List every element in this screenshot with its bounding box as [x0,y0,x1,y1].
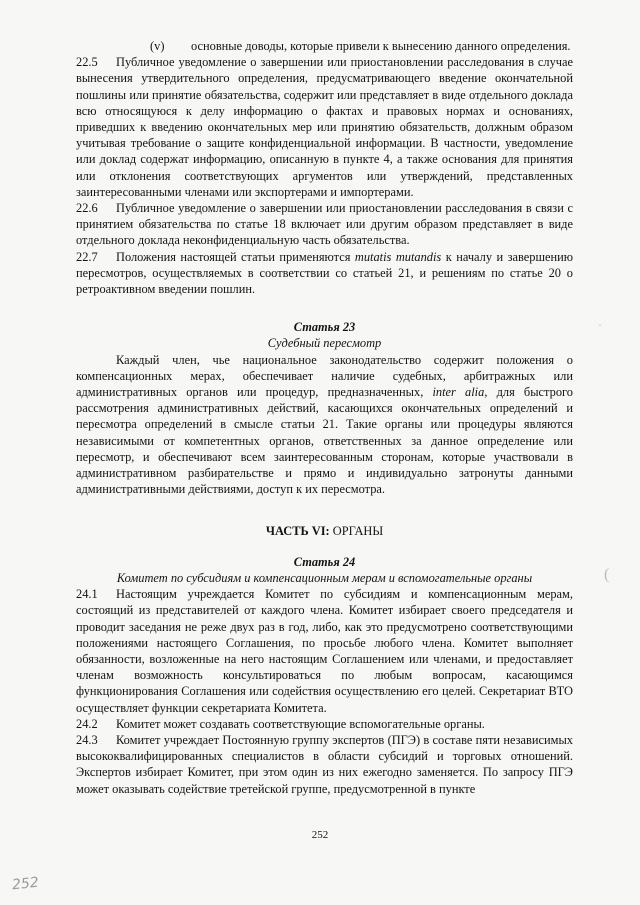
paragraph-number: 22.6 [76,201,98,216]
part-heading [76,523,573,539]
part-label: ЧАСТЬ VI: [265,524,330,539]
paragraph-text-cont: к началу и завершению пересмотров, осуществляемых в соответствии со статьей 21, и решениям по статье 20 о ретроактивном введении пошлин. [76,249,574,297]
list-marker: (v) [150,39,165,53]
paragraph-24-1 [76,586,573,716]
paragraph-24-3 [76,732,573,797]
article-23-subtitle: Судебный пересмотр [267,336,382,351]
article-24-title: Статья 24 [293,554,356,569]
paragraph-text: Публичное уведомление о завершении или приостановлении расследования в связи с принятием обязательства по статье 18 включает или другим образом представляет в виде отдельного доклада неконфиденциальную часть обязательства. [76,201,573,248]
paragraph-number: 24.3 [76,732,98,747]
list-item-text: основные доводы, которые привели к вынесению данного определения. [191,39,571,53]
scan-speck: · [598,318,602,332]
page-number: 252 [311,829,329,841]
paragraph-number: 22.5 [76,55,98,70]
article-23-title: Статья 23 [293,320,356,335]
paragraph-number: 24.1 [76,587,98,602]
paragraph-22-6 [76,200,573,249]
document-page [76,38,573,797]
part-name: ОРГАНЫ [329,524,384,539]
paragraph-22-7 [76,249,573,298]
paragraph-text: Положения настоящей статьи применяются [116,249,355,264]
scan-mark: ( [604,566,610,583]
article-23-body [76,352,573,498]
article-23-text-cont: , для быстрого рассмотрения административных действий, касающихся окончательных определений и пересмотра определений в смысле статьи 21. Такие органы или процедуры являются независимыми от компетентных органов, ответственных за данное определение или пересмотр, и обеспечивают всем заинтересованным сторонам, которые участвовали в административном разбирательстве и прямо и индивидуально затронуты данными административными действиями, доступ к их пересмотра. [76,385,573,497]
handwritten-page-mark: 252 [11,874,40,894]
latin-term: mutatis mutandis [354,249,442,264]
paragraph-number: 22.7 [76,249,98,264]
paragraph-22-5 [76,54,573,200]
paragraph-text: Комитет учреждает Постоянную группу экспертов (ПГЭ) в составе пяти независимых высококвалифицированных специалистов в области субсидий и торговых отношений. Экспертов избирает Комитет, при этом один из них ежегодно заменяется. По запросу ПГЭ может оказывать содействие третейской группе, предусмотренной в пункте [76,732,573,796]
paragraph-text: Публичное уведомление о завершении или приостановлении расследования в случае вынесения утвердительного определения, предусматривающего введение окончательной пошлины или принятие обязательства, содержит или представляет в виде отдельного доклада всю относящуюся к делу информацию о фактах и правовых нормах и основаниях, приведших к введению окончательных мер или принятию обязательств, должным образом учитывая требование о защите конфиденциальной информации. В частности, уведомление или доклад содержат информацию, описанную в пункте 4, а также основания для принятия или отклонения соответствующих аргументов или утверждений, представленных заинтересованными членами или экспортерами и импортерами. [76,55,573,199]
article-23-text: Каждый член, чье национальное законодательство содержит положения о компенсационных мерах, обеспечивает наличие судебных, арбитражных или административных органов или процедур, предназначенных, [76,352,573,400]
paragraph-24-2 [76,716,573,732]
paragraph-text: Настоящим учреждается Комитет по субсидиям и компенсационным мерам, состоящий из представителей от каждого члена. Комитет избирает своего председателя и проводит заседания не реже двух раз в год, либо, как это предусмотрено соответствующими положениями настоящего Соглашения, по просьбе любого члена. Комитет выполняет обязанности, возложенные на него настоящим Соглашением или членами, и предоставляет членам возможность консультироваться по любым вопросам, касающимся функционирования Соглашения или содействия осуществлению его целей. Секретариат ВТО осуществляет функции секретариата Комитета. [76,587,573,715]
latin-term: inter alia [432,385,485,400]
article-24-subtitle: Комитет по субсидиям и компенсационным мерам и вспомогательные органы [116,570,533,585]
paragraph-text: Комитет может создавать соответствующие вспомогательные органы. [116,716,485,731]
paragraph-number: 24.2 [76,716,98,731]
list-item-v [76,38,573,54]
